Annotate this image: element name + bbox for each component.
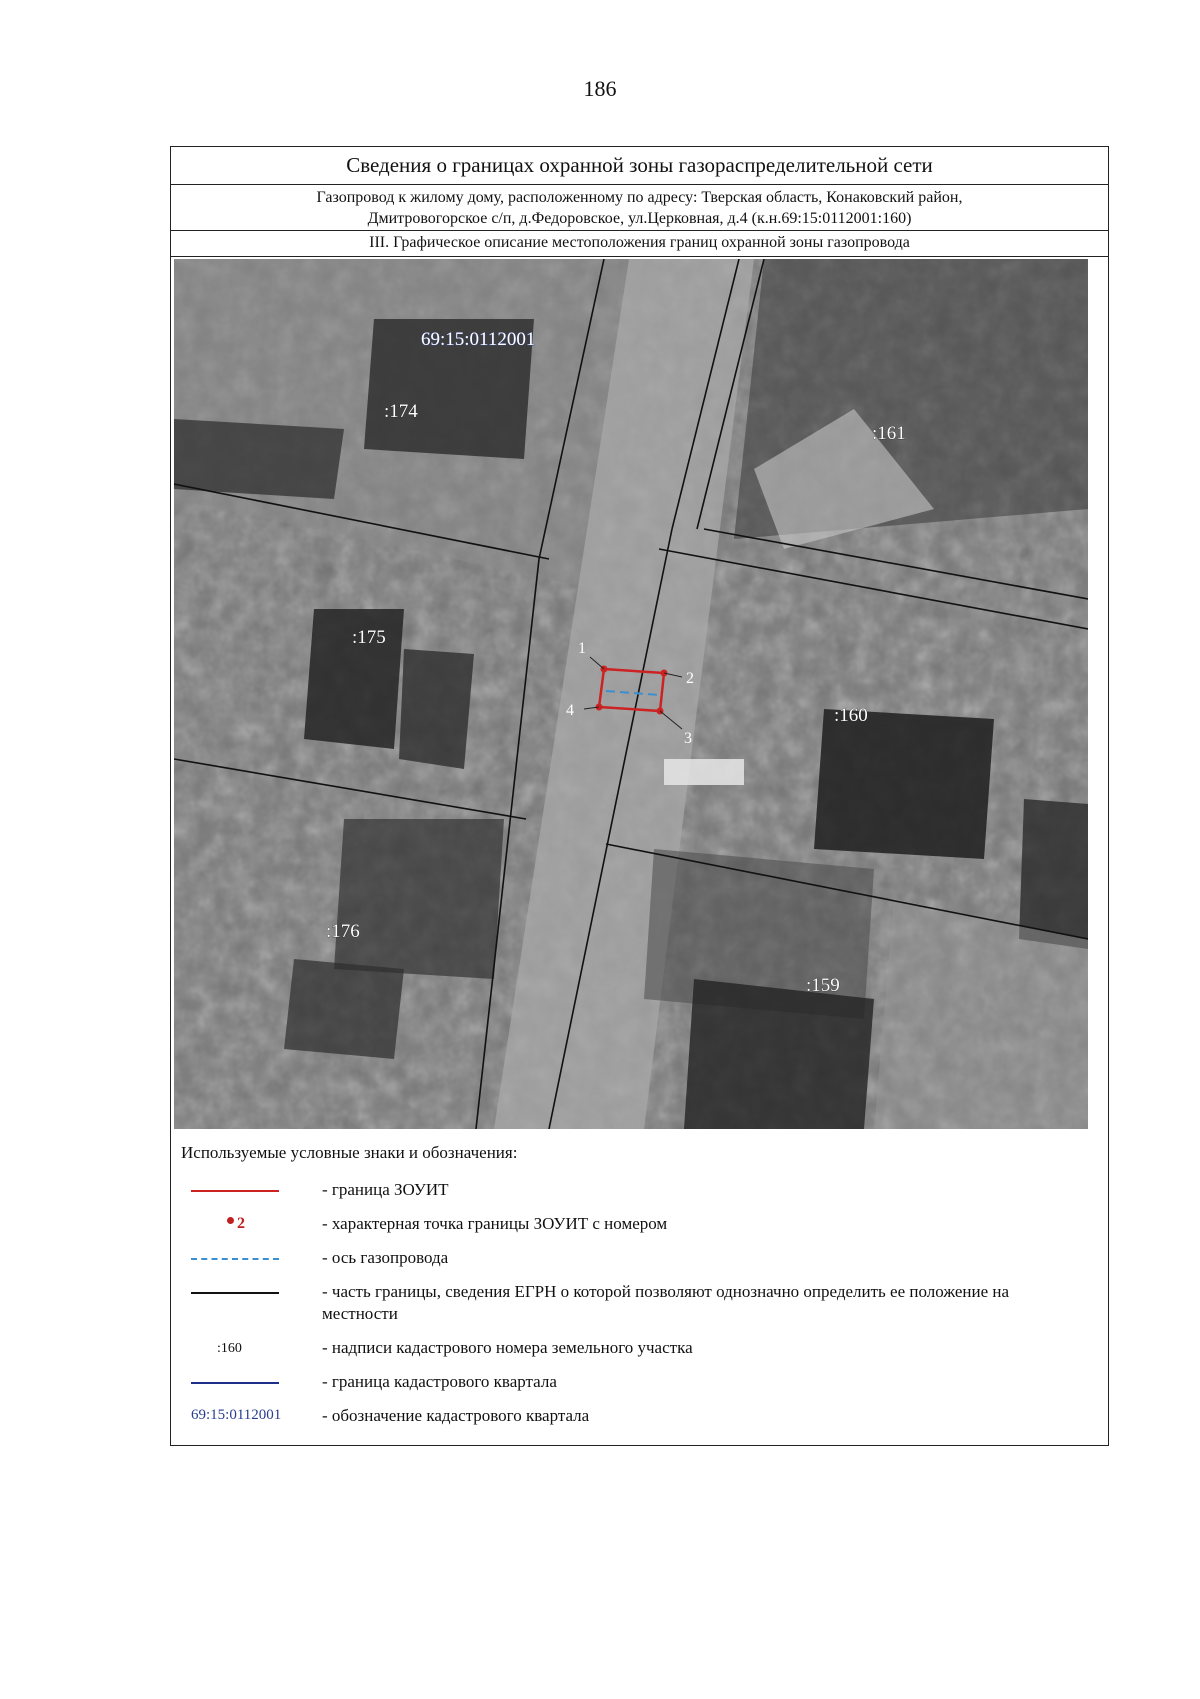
black-line-icon xyxy=(191,1292,279,1294)
red-line-icon xyxy=(191,1190,279,1192)
legend-symbol xyxy=(179,1337,299,1361)
quarter-label: 69:15:0112001 xyxy=(421,329,536,350)
point-number-sample: 2 xyxy=(237,1215,245,1232)
aerial-map xyxy=(174,259,1088,1129)
legend-symbol xyxy=(179,1371,299,1395)
legend-title: Используемые условные знаки и обозначения: xyxy=(181,1143,518,1162)
dark-strip-left xyxy=(174,419,344,499)
point-label-1: 1 xyxy=(578,640,586,657)
legend-symbol xyxy=(179,1213,299,1237)
parcel-label-159: :159 xyxy=(806,975,840,996)
roof-175b xyxy=(399,649,474,769)
subtitle-line-1: Газопровод к жилому дому, расположенному по адресу: Тверская область, Конаковский район, xyxy=(316,189,963,206)
document-title: Сведения о границах охранной зоны газораспределительной сети xyxy=(171,147,1108,185)
parcel-label-sample: :160 xyxy=(217,1341,242,1356)
subtitle-line-2: Дмитровогорское с/п, д.Федоровское, ул.Церковная, д.4 (к.н.69:15:0112001:160) xyxy=(367,210,912,227)
parcel-label-161: :161 xyxy=(872,423,906,444)
blue-dashed-line-icon xyxy=(191,1258,279,1260)
legend-text: - надписи кадастрового номера земельного участка xyxy=(322,1338,693,1357)
navy-line-icon xyxy=(191,1382,279,1384)
section-heading: III. Графическое описание местоположения границ охранной зоны газопровода xyxy=(171,231,1108,257)
legend-symbol xyxy=(179,1247,299,1271)
light-bottom-right xyxy=(874,899,1088,1129)
roof-159 xyxy=(684,979,874,1129)
legend xyxy=(179,1143,1099,1443)
roof-160 xyxy=(814,709,994,859)
legend-text: - граница кадастрового квартала xyxy=(322,1372,557,1391)
quarter-label-sample: 69:15:0112001 xyxy=(191,1407,282,1423)
legend-symbol xyxy=(179,1405,299,1429)
parcel-label-176: :176 xyxy=(326,921,360,942)
map-canvas xyxy=(174,259,1088,1129)
page-number: 186 xyxy=(583,76,617,101)
parcel-label-160: :160 xyxy=(834,705,868,726)
point-label-4: 4 xyxy=(566,702,574,719)
point-label-2: 2 xyxy=(686,670,694,687)
red-point-icon xyxy=(227,1217,234,1224)
legend-text: - ось газопровода xyxy=(322,1248,449,1267)
legend-text: - часть границы, сведения ЕГРН о которой позволяют однозначно определить ее положение на местности xyxy=(322,1282,1010,1323)
trees-176 xyxy=(334,819,504,979)
legend-symbol xyxy=(179,1281,299,1305)
parcel-label-175: :175 xyxy=(352,627,386,648)
roof-right xyxy=(1019,799,1088,949)
parcel-label-174: :174 xyxy=(384,401,418,422)
point-label-3: 3 xyxy=(684,730,692,747)
legend-text: - характерная точка границы ЗОУИТ с номером xyxy=(322,1214,668,1233)
legend-text: - граница ЗОУИТ xyxy=(322,1180,449,1199)
roof-176 xyxy=(284,959,404,1059)
white-roof-160 xyxy=(664,759,744,785)
legend-text: - обозначение кадастрового квартала xyxy=(322,1406,590,1425)
document-frame xyxy=(170,146,1109,1446)
document-subtitle xyxy=(171,185,1108,231)
legend-symbol xyxy=(179,1179,299,1203)
